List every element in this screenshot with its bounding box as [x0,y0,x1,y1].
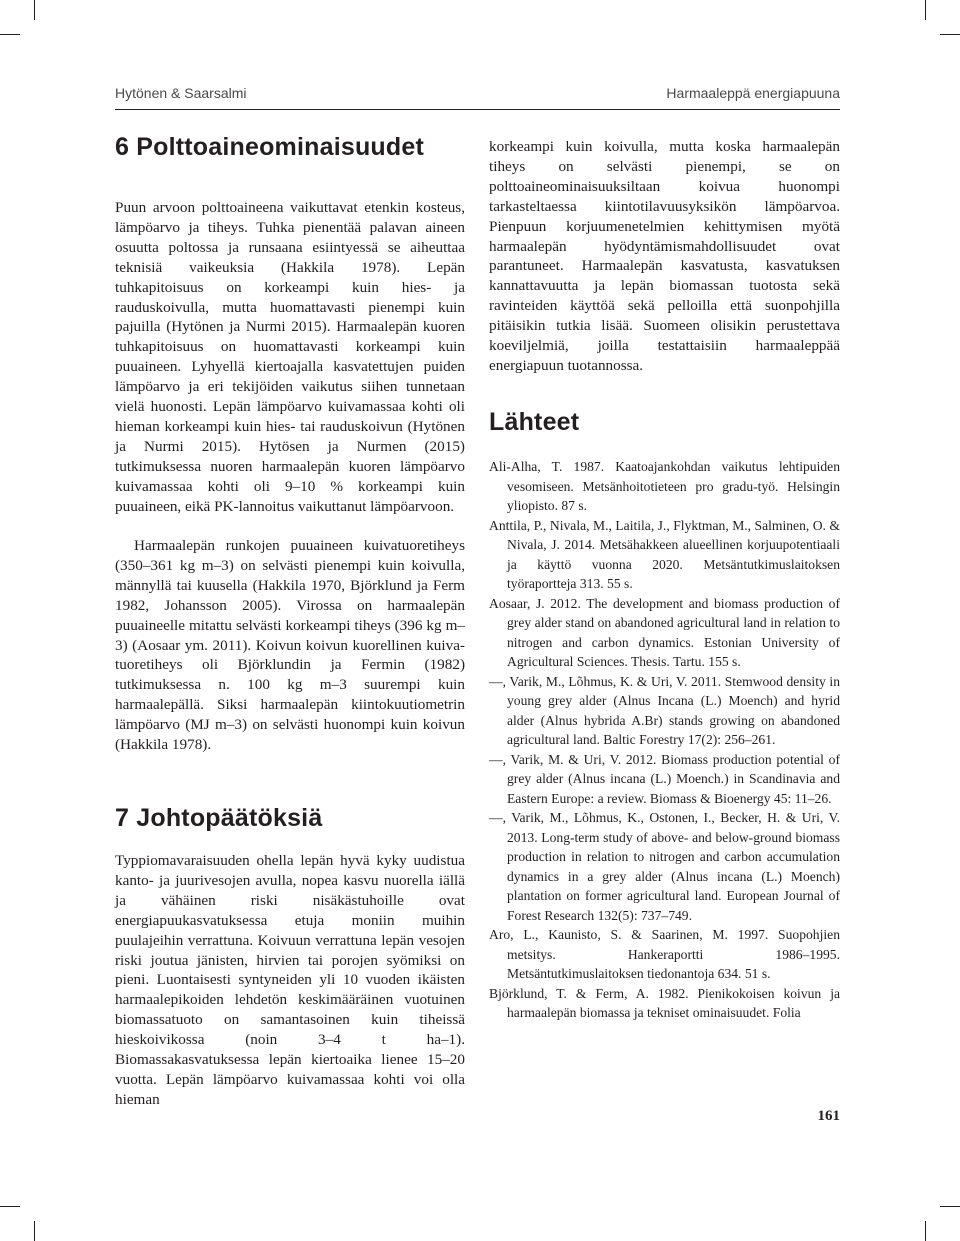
section-6-paragraph-2: Harmaalepän runkojen puuaineen kuivatuoretiheys (350–361 kg m–3) on selvästi pienempi kuin koivulla, männyllä tai kuusella (Hakkila 1970, Björklund ja Ferm 1982, Johansson 2005). Virossa on harmaalepän puuaineelle mitattu selvästi korkeampi tiheys (396 kg m–3) (Aosaar ym. 2011). Koivun koivun kuorellinen kuiva-tuoretiheys oli Björklundin ja Fermin (1982) tutkimuksessa n. 100 kg m–3 suurempi kuin harmaalepällä. Siksi harmaalepän kiintokuutiometrin lämpöarvo (MJ m–3) on selvästi huonompi kuin koivun (Hakkila 1978). [115,537,465,754]
reference-item: Aro, L., Kaunisto, S. & Saarinen, M. 1997. Suopohjien metsitys. Hankeraportti 1986–1995. Metsäntutkimuslaitoksen tiedonantoja 634. 51 s. [489,927,840,981]
header-authors: Hytönen & Saarsalmi [115,85,247,101]
reference-item: —, Varik, M. & Uri, V. 2012. Biomass production potential of grey alder (Alnus incana (L.) Moench.) in Scandinavia and Eastern Europe: a review. Biomass & Bioenergy 45: 11–26. [489,751,840,806]
section-7-paragraph-1-continued: korkeampi kuin koivulla, mutta koska harmaalepän tiheys on selvästi pienempi, se on polttoaineominaisuuksiltaan koivua huonompi tarkasteltaessa kiintotilavuusyksikön lämpöarvoa. Pienpuun korjuumenetelmien kehittymisen myötä harmaalepän hyödyntämismahdollisuudet ovat parantuneet. Harmaalepän kasvatusta, kasvatuksen kannattavuutta ja lepän biomassan tuotosta sekä ravinteiden käyttöä sekä pelloilla että suonpohjilla pitäisikin tutkia lisää. Suomeen olisikin perustettava koeviljelmiä, joilla testattaisiin harmaaleppää energiapuun tuotannossa. [489,138,840,374]
crop-mark-tl-v [34,0,35,20]
reference-item: Anttila, P., Nivala, M., Laitila, J., Flyktman, M., Salminen, O. & Nivala, J. 2014. Metsähakkeen alueellinen korjuupotentiaali ja käyttö vuonna 2020. Metsäntutkimuslaitoksen työraportteja 313. 55 s. [489,517,840,591]
crop-mark-tl-h [0,34,20,35]
crop-mark-tr-h [940,34,960,35]
section-7-paragraph-1: Typpiomavaraisuuden ohella lepän hyvä kyky uudistua kanto- ja juurivesojen avulla, nopea kasvu nuorella iällä ja vähäinen riski nisäkästuhoille ovat energiapuukasvatuksessa etuja moniin muihin puulajeihin verrattuna. Koivuun verrattuna lepän vesojen riski joutua jänisten, hirvien tai porojen syömiksi on pieni. Luontaisesti syntyneiden yli 10 vuoden ikäisten harmaalepikoiden lehdetön keskimääräinen vuotuinen biomassatuoto on samantasoinen kuin tiheissä hieskoivikossa (noin 3–4 t ha–1). Biomassakasvatuksessa lepän kiertoaika lienee 15–20 vuotta. Lepän lämpöarvo kuivamassaa kohti voi olla hieman [115,852,465,1108]
reference-item: Ali-Alha, T. 1987. Kaatoajankohdan vaikutus lehtipuiden vesomiseen. Metsänhoitotieteen pro gradu-työ. Helsingin yliopisto. 87 s. [489,459,840,513]
reference-list [489,457,840,1023]
references-heading: Lähteet [489,408,580,436]
crop-mark-bl-h [0,1206,20,1207]
reference-item: —, Varik, M., Lõhmus, K., Ostonen, I., Becker, H. & Uri, V. 2013. Long-term study of above- and below-ground biomass production in relation to nitrogen and carbon accumulation dynamics in a grey alder (Alnus incana (L.) Moench) plantation on former agricultural land. European Journal of Forest Research 132(5): 737–749. [489,810,840,923]
crop-mark-br-v [925,1221,926,1241]
reference-item: —, Varik, M., Lõhmus, K. & Uri, V. 2011. Stemwood density in young grey alder (Alnus Incana (L.) Moench) and hyrid alder (Alnus hybrida A.Br) stands growing on abandoned agricultural land. Baltic Forestry 17(2): 256–261. [489,673,840,747]
section-6-paragraph-1: Puun arvoon polttoaineena vaikuttavat etenkin kosteus, lämpöarvo ja tiheys. Tuhka pienentää palavan aineen osuutta poltossa ja runsaana esiintyessä se aiheuttaa teknisiä vaikeuksia (Hakkila 1978). Lepän tuhkapitoisuus on korkeampi kuin hies- ja rauduskoivulla, mutta huomattavasti pienempi kuin pajuilla (Hytönen ja Nurmi 2015). Harmaalepän kuoren tuhkapitoisuus on huomattavasti korkeampi kuin puuaineen. Lyhyellä kiertoajalla kasvatettujen puiden lämpöarvo ja eri tekijöiden vaikutus siihen tunnetaan vielä huonosti. Lepän lämpöarvo kuivamassaa kohti oli hieman korkeampi kuin hies- tai rauduskoivun (Hytönen ja Nurmi 2015). Hytösen ja Nurmen (2015) tutkimuksessa nuoren harmaalepän kuoren lämpöarvo kuivamassaa kohti oli 9–10 % korkeampi kuin puuaineen, eikä PK-lannoitus vaikuttanut lämpöarvoon. [115,199,465,515]
reference-item: Aosaar, J. 2012. The development and biomass production of grey alder stand on abandoned agricultural land in relation to nitrogen and carbon dynamics. Estonian University of Agricultural Sciences. Thesis. Tartu. 155 s. [489,595,840,669]
section-7-heading: 7 Johtopäätöksiä [115,804,323,832]
reference-item: Björklund, T. & Ferm, A. 1982. Pienikokoisen koivun ja harmaalepän biomassa ja tekniset ominaisuudet. Folia [489,985,840,1020]
running-header [115,85,840,107]
section-6-heading: 6 Polttoaineominaisuudet [115,133,424,161]
page-number: 161 [817,1108,840,1124]
crop-mark-br-h [940,1206,960,1207]
header-rule [115,109,840,110]
header-running-title: Harmaaleppä energiapuuna [666,85,840,101]
crop-mark-bl-v [34,1221,35,1241]
crop-mark-tr-v [925,0,926,20]
